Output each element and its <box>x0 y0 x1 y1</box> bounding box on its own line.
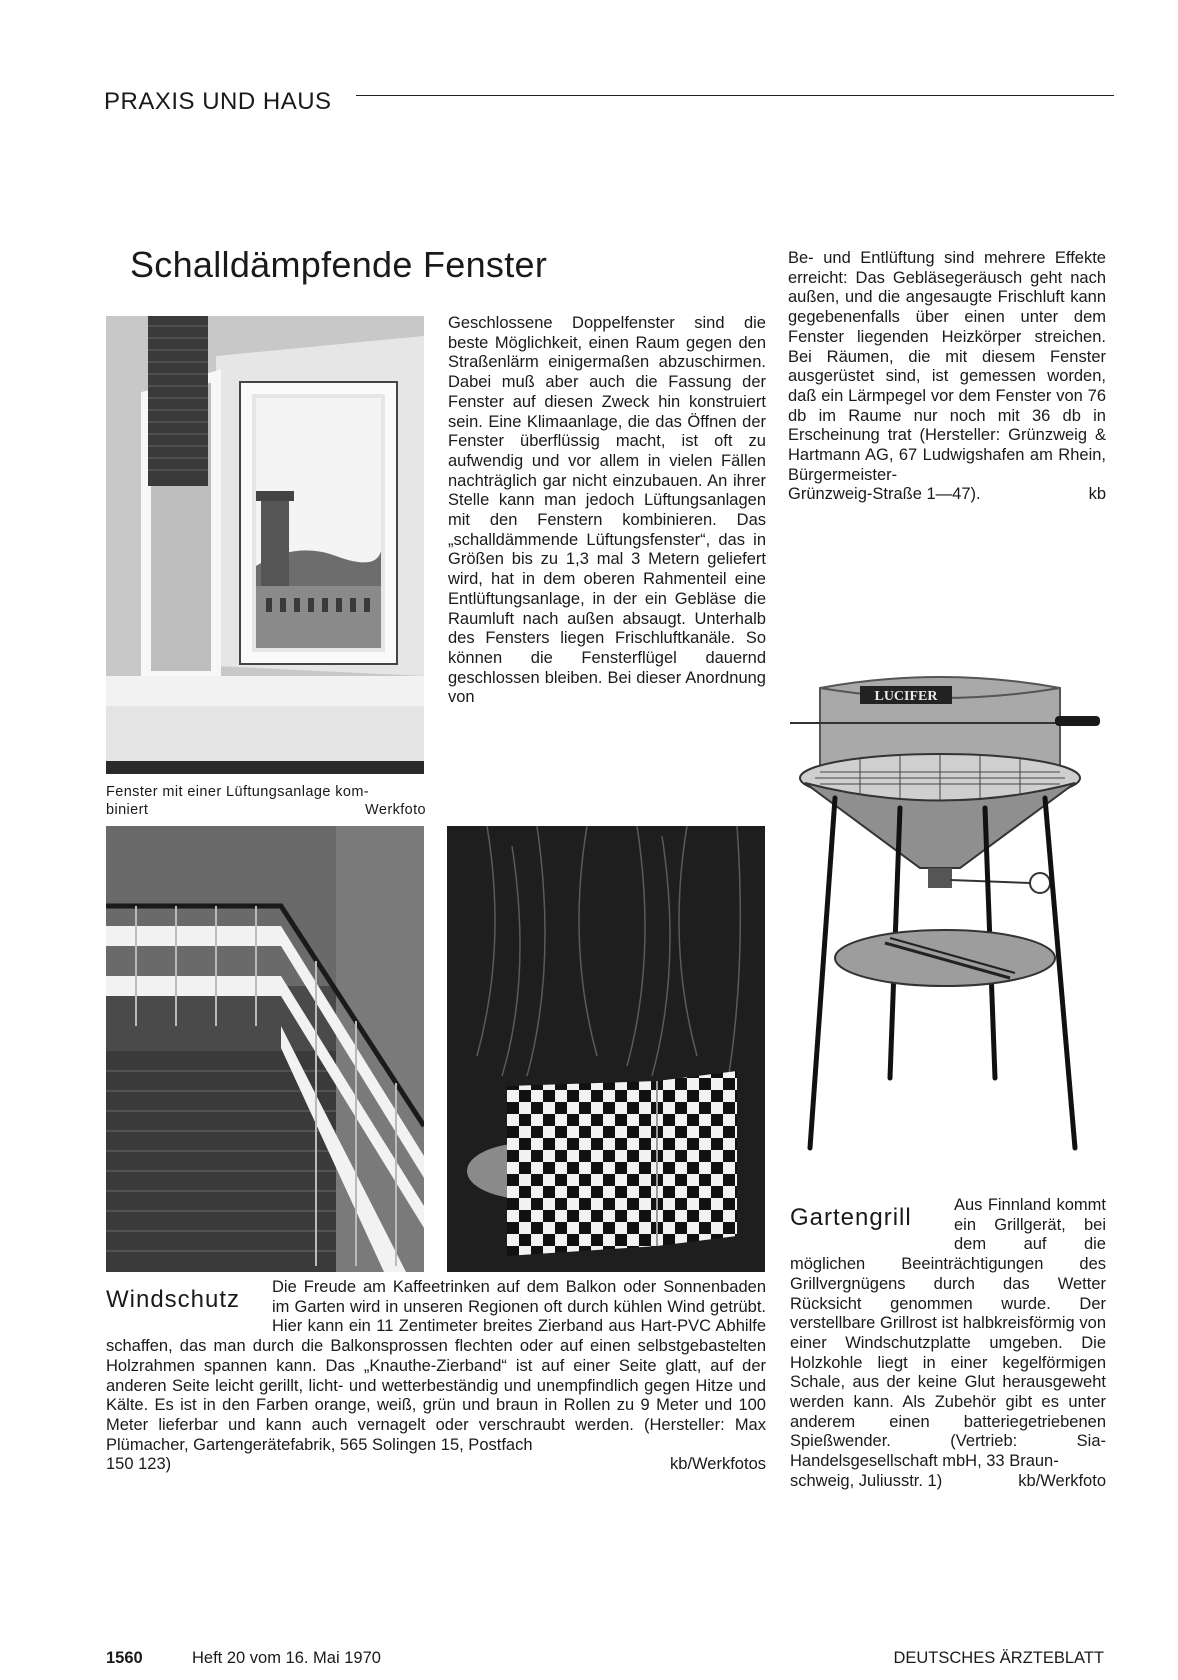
windschutz-article <box>106 1278 766 1475</box>
windschutz-last-line: 150 123) <box>106 1455 172 1474</box>
windows-body-text: Geschlossene Doppelfenster sind die beste Möglichkeit, einen Raum gegen den Straßenlärm einigermaßen abzuschirmen. Dabei muß aber auch die Fassung der Fenster auf diesen Zweck hin konstruiert sein. Eine Klimaanlage, die das Öffnen der Fenster überflüssig macht, ist oft zu aufwendig und vor allem in vielen Fällen nachträglich gar nicht einzubauen. An ihrer Stelle kann man jedoch Lüftungsanlagen mit den Fenstern kombinieren. Das „schalldämmende Lüftungsfenster“, das in Größen bis zu 1,3 mal 3 Metern geliefert wird, hat in dem oberen Rahmenteil eine Entlüftungsanlage, in der ein Gebläse die Raumluft nach außen absaugt. Unterhalb des Fensters liegen Frischluftkanäle. So können die Fensterflügel dauernd geschlossen bleiben. Bei dieser Anordnung von <box>448 314 766 707</box>
windschutz-heading: Windschutz <box>106 1286 241 1313</box>
checkered-windscreen-photo <box>447 826 765 1272</box>
balcony-railing-photo <box>106 826 424 1272</box>
issue-info: Heft 20 vom 16. Mai 1970 <box>192 1649 381 1667</box>
grill-photo <box>790 658 1106 1178</box>
windows-body-column-2 <box>788 249 1106 505</box>
caption-credit: Werkfoto <box>365 802 426 818</box>
windows-body-column-1 <box>448 314 766 708</box>
windows-credit: kb <box>1088 485 1106 504</box>
journal-name: DEUTSCHES ÄRZTEBLATT <box>893 1649 1104 1667</box>
window-photo <box>106 316 424 774</box>
caption-line: biniert <box>106 802 149 818</box>
article-title: Schalldämpfende Fenster <box>130 244 548 285</box>
grill-last-line: schweig, Juliusstr. 1) <box>790 1471 943 1490</box>
windschutz-body: Die Freude am Kaffeetrinken auf dem Balkon oder Sonnenbaden im Garten wird in unseren Regionen oft durch kühlen Wind getrübt. Hier kann ein 11 Zentimeter breites Zierband aus Hart-PVC Abhilfe schaffen, das man durch die Balkonsprossen flechten oder auf einen selbstgebastelten Holzrahmen spannen kann. Das „Knauthe-Zierband“ ist auf einer Seite glatt, auf der anderen Seite leicht gerillt, licht- und wetterbeständig und unempfindlich gegen Hitze und Kälte. Es ist in den Farben orange, weiß, grün und braun in Rollen zu 9 Meter und 100 Meter lieferbar und kann auch vernagelt oder verschraubt werden. (Hersteller: Max Plümacher, Gartengerätefabrik, 565 Solingen 15, Postfach <box>106 1278 766 1454</box>
grill-heading: Gartengrill <box>790 1204 912 1231</box>
windschutz-credit: kb/Werkfotos <box>670 1455 766 1474</box>
caption-line: Fenster mit einer Lüftungsanlage kom- <box>106 784 370 800</box>
windows-body-last-line: Grünzweig-Straße 1—47). <box>788 485 981 504</box>
windows-body-text-cont: Be- und Entlüftung sind mehrere Effekte erreicht: Das Gebläsegeräusch geht nach außen, und die angesaugte Frischluft kann gegebenenfalls über einen unter dem Fenster liegenden Heizkörper streichen. Bei Räumen, die mit diesem Fenster ausgerüstet sind, ist gemessen worden, daß ein Lärmpegel vor dem Fenster von 76 db im Raume nur noch mit 36 db in Erscheinung trat (Hersteller: Grünzweig & Hartmann AG, 67 Ludwigshafen am Rhein, Bürgermeister- <box>788 249 1106 484</box>
page-number: 1560 <box>106 1649 143 1667</box>
grill-brand-label: LUCIFER <box>874 689 938 704</box>
section-heading: PRAXIS UND HAUS <box>104 88 332 115</box>
grill-article <box>790 1196 1106 1492</box>
grill-credit: kb/Werkfoto <box>1018 1471 1106 1490</box>
header-rule <box>356 95 1114 96</box>
grill-body: Aus Finnland kommt ein Grillgerät, bei dem auf die möglichen Beeinträchtigungen des Grillvergnügens durch das Wetter Rücksicht genommen wurde. Der verstellbare Grillrost ist halbkreisförmig von einer Windschutzplatte umgeben. Die Holzkohle liegt in einer kegelförmigen Schale, aus der keine Glut herausgeweht werden kann. Als Zubehör gibt es unter anderem einen batteriegetriebenen Spießwender. (Vertrieb: Sia-Handelsgesellschaft mbH, 33 Braun- <box>790 1196 1106 1471</box>
window-photo-caption <box>106 783 426 819</box>
